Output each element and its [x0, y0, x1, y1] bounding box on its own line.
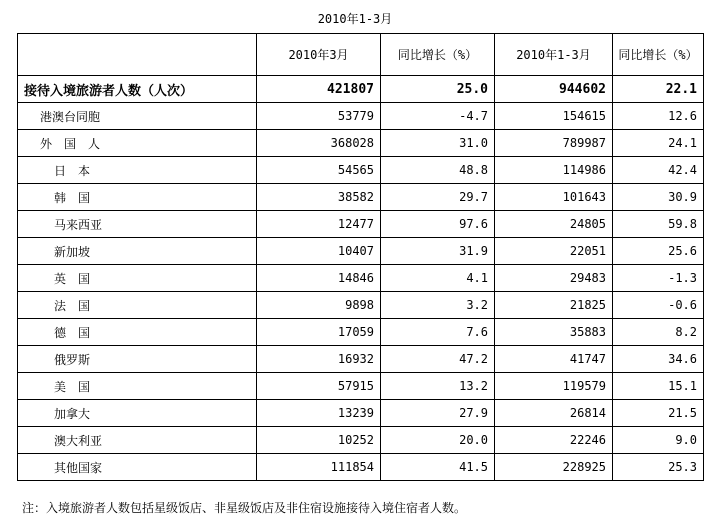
footnote: 注：入境旅游者人数包括星级饭店、非星级饭店及非住宿设施接待入境住宿者人数。 [22, 501, 467, 515]
cell-q1-count: 228925 [495, 454, 613, 481]
cell-q1-count: 29483 [495, 265, 613, 292]
cell-q1-count: 154615 [495, 103, 613, 130]
row-label: 德 国 [18, 319, 257, 346]
row-label: 新加坡 [18, 238, 257, 265]
row-label: 美 国 [18, 373, 257, 400]
cell-q1-count: 41747 [495, 346, 613, 373]
table-row [18, 400, 704, 427]
row-label: 法 国 [18, 292, 257, 319]
table-row [18, 130, 704, 157]
cell-march-count: 9898 [257, 292, 381, 319]
cell-march-growth: -4.7 [381, 103, 495, 130]
cell-march-count: 38582 [257, 184, 381, 211]
cell-q1-growth: 34.6 [613, 346, 704, 373]
header-march-growth: 同比增长（%） [381, 34, 495, 76]
table-row [18, 265, 704, 292]
cell-q1-count: 119579 [495, 373, 613, 400]
cell-march-growth: 48.8 [381, 157, 495, 184]
table-row [18, 319, 704, 346]
cell-march-count: 14846 [257, 265, 381, 292]
cell-march-count: 111854 [257, 454, 381, 481]
cell-march-growth: 31.0 [381, 130, 495, 157]
inbound-tourists-table [17, 33, 704, 481]
row-label: 英 国 [18, 265, 257, 292]
table-row [18, 346, 704, 373]
cell-march-count: 16932 [257, 346, 381, 373]
row-label: 俄罗斯 [18, 346, 257, 373]
cell-march-growth: 31.9 [381, 238, 495, 265]
cell-march-growth: 7.6 [381, 319, 495, 346]
cell-q1-count: 35883 [495, 319, 613, 346]
cell-q1-growth: 15.1 [613, 373, 704, 400]
table-row [18, 373, 704, 400]
cell-march-growth: 41.5 [381, 454, 495, 481]
table-row [18, 292, 704, 319]
cell-march-count: 368028 [257, 130, 381, 157]
row-label: 韩 国 [18, 184, 257, 211]
cell-q1-growth: 9.0 [613, 427, 704, 454]
cell-march-count: 17059 [257, 319, 381, 346]
table-row [18, 238, 704, 265]
row-label: 港澳台同胞 [18, 103, 257, 130]
cell-march-count: 57915 [257, 373, 381, 400]
row-label: 外 国 人 [18, 130, 257, 157]
cell-q1-growth: -1.3 [613, 265, 704, 292]
header-q1-growth: 同比增长（%） [613, 34, 704, 76]
cell-q1-growth: 22.1 [613, 76, 704, 103]
cell-q1-growth: 42.4 [613, 157, 704, 184]
table-header-row [18, 34, 704, 76]
cell-march-count: 10407 [257, 238, 381, 265]
cell-march-count: 10252 [257, 427, 381, 454]
cell-q1-growth: -0.6 [613, 292, 704, 319]
cell-march-growth: 47.2 [381, 346, 495, 373]
cell-march-growth: 25.0 [381, 76, 495, 103]
row-label: 加拿大 [18, 400, 257, 427]
table-row [18, 103, 704, 130]
cell-q1-growth: 8.2 [613, 319, 704, 346]
cell-q1-growth: 24.1 [613, 130, 704, 157]
row-label: 澳大利亚 [18, 427, 257, 454]
cell-march-growth: 97.6 [381, 211, 495, 238]
cell-q1-count: 114986 [495, 157, 613, 184]
table-row [18, 454, 704, 481]
table-row [18, 157, 704, 184]
cell-march-growth: 4.1 [381, 265, 495, 292]
row-label: 马来西亚 [18, 211, 257, 238]
cell-march-growth: 20.0 [381, 427, 495, 454]
cell-q1-count: 21825 [495, 292, 613, 319]
table-row [18, 184, 704, 211]
table-row [18, 427, 704, 454]
cell-q1-count: 789987 [495, 130, 613, 157]
row-label: 接待入境旅游者人数（人次） [18, 76, 257, 103]
cell-march-count: 12477 [257, 211, 381, 238]
cell-q1-growth: 25.6 [613, 238, 704, 265]
row-label: 日 本 [18, 157, 257, 184]
cell-march-count: 421807 [257, 76, 381, 103]
cell-march-growth: 29.7 [381, 184, 495, 211]
cell-q1-count: 22246 [495, 427, 613, 454]
header-category [18, 34, 257, 76]
cell-march-growth: 3.2 [381, 292, 495, 319]
table-caption: 2010年1-3月 [317, 12, 393, 26]
table-row [18, 76, 704, 103]
cell-q1-growth: 12.6 [613, 103, 704, 130]
header-march: 2010年3月 [257, 34, 381, 76]
cell-q1-growth: 59.8 [613, 211, 704, 238]
cell-march-growth: 13.2 [381, 373, 495, 400]
cell-q1-count: 101643 [495, 184, 613, 211]
cell-q1-growth: 30.9 [613, 184, 704, 211]
header-q1: 2010年1-3月 [495, 34, 613, 76]
cell-q1-count: 22051 [495, 238, 613, 265]
cell-q1-growth: 21.5 [613, 400, 704, 427]
row-label: 其他国家 [18, 454, 257, 481]
cell-march-growth: 27.9 [381, 400, 495, 427]
cell-march-count: 54565 [257, 157, 381, 184]
cell-q1-count: 944602 [495, 76, 613, 103]
cell-q1-count: 26814 [495, 400, 613, 427]
cell-march-count: 53779 [257, 103, 381, 130]
cell-q1-count: 24805 [495, 211, 613, 238]
table-row [18, 211, 704, 238]
cell-q1-growth: 25.3 [613, 454, 704, 481]
cell-march-count: 13239 [257, 400, 381, 427]
